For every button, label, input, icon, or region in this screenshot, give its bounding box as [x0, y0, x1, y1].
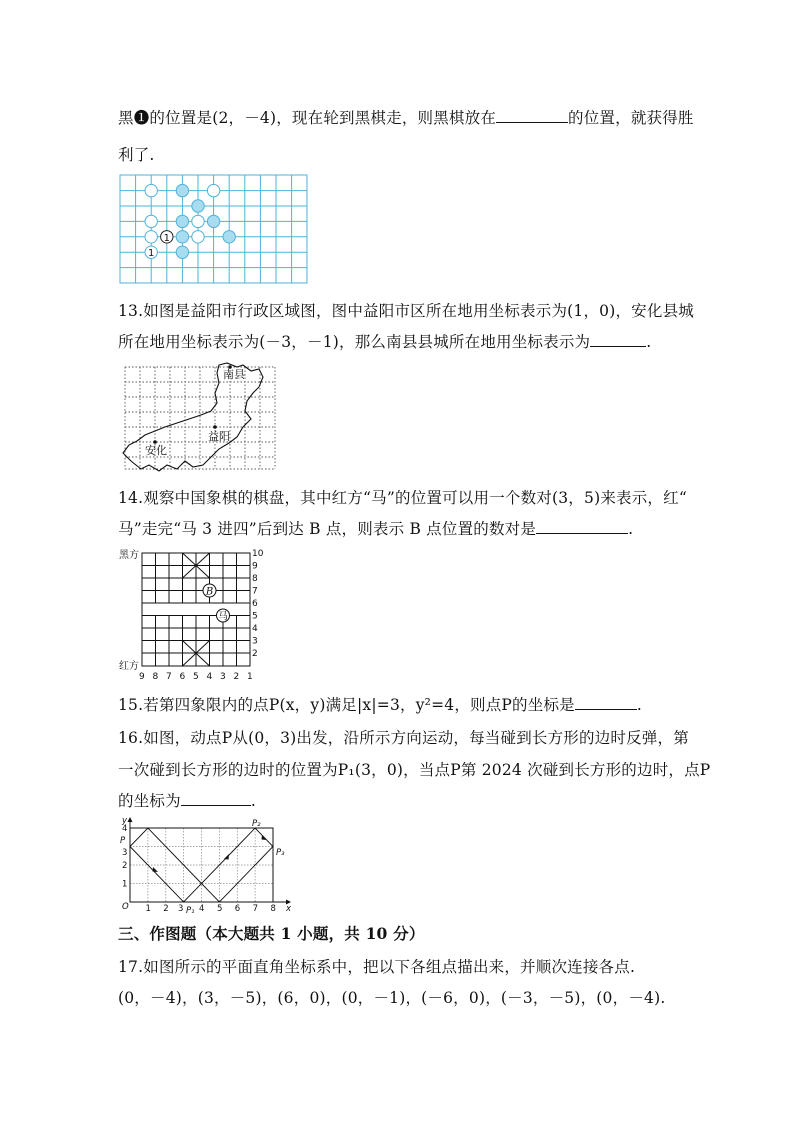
y-tick: 1 — [122, 879, 128, 890]
black-side-label: 黑方 — [119, 550, 139, 561]
right-number: 8 — [252, 574, 258, 584]
q12-text-b: 的位置，就获得胜 — [568, 109, 694, 127]
label-p3: P₃ — [276, 848, 285, 858]
x-tick: 7 — [252, 904, 259, 914]
yiyang-label: 益阳 — [208, 430, 230, 443]
right-number: 9 — [252, 561, 258, 572]
x-tick: 3 — [178, 904, 184, 914]
bottom-number: 4 — [206, 672, 213, 682]
bottom-number: 9 — [139, 672, 145, 682]
right-number: 2 — [252, 649, 258, 659]
q13-end: . — [646, 333, 652, 351]
right-number: 10 — [252, 549, 264, 559]
nanxian-label: 南县 — [223, 368, 245, 381]
right-number: 5 — [252, 611, 258, 622]
go-board-figure — [119, 174, 309, 286]
x-tick: 6 — [234, 904, 241, 914]
q15-line-1 — [118, 693, 642, 715]
q15-text: 15.若第四象限内的点P(x，y)满足|x|=3，y²=4，则点P的坐标是 — [118, 696, 575, 714]
q12-line-1 — [118, 106, 694, 128]
q12-text-a: 黑❶的位置是(2，－4)，现在轮到黑棋走，则黑棋放在 — [118, 109, 497, 127]
q16-line-3 — [118, 789, 256, 811]
x-tick: 5 — [217, 904, 223, 914]
q16-end: . — [250, 792, 256, 810]
black-stone-label: 1 — [163, 232, 170, 244]
black-stone — [223, 231, 235, 243]
direction-arrow-icon — [224, 854, 229, 860]
q16-line-2: 一次碰到长方形的边时的位置为P₁(3，0)，当点P第 2024 次碰到长方形的边时，点P — [118, 761, 711, 779]
right-number: 3 — [252, 636, 258, 647]
bottom-number: 7 — [166, 672, 172, 682]
bottom-number: 1 — [247, 672, 253, 682]
x-axis-label: x — [286, 904, 292, 914]
yiyang-point — [213, 425, 217, 429]
q15-answer-blank[interactable] — [575, 695, 637, 710]
white-stone-label: 1 — [148, 248, 155, 260]
direction-arrow-icon — [153, 867, 159, 872]
y-tick: 2 — [122, 861, 128, 871]
y-axis-arrow-icon — [128, 817, 133, 822]
q13-answer-blank[interactable] — [590, 332, 646, 347]
y-tick: 3 — [122, 848, 128, 858]
white-stone — [207, 184, 219, 196]
white-stone — [192, 231, 204, 243]
q16-answer-blank[interactable] — [181, 791, 251, 806]
white-stone — [145, 215, 157, 227]
q13-line-1: 13.如图是益阳市行政区域图，图中益阳市区所在地用坐标表示为(1，0)，安化县城 — [118, 302, 694, 320]
bottom-number: 6 — [179, 672, 186, 682]
x-tick: 4 — [199, 904, 205, 914]
section-3-heading: 三、作图题（本大题共 1 小题，共 10 分） — [118, 924, 425, 943]
x-tick: 1 — [145, 904, 151, 914]
white-stone — [145, 184, 157, 196]
black-stone — [207, 215, 219, 227]
q16-text: 的坐标为 — [118, 792, 181, 810]
chinese-chess-figure — [117, 548, 267, 683]
q14-line-2 — [118, 517, 633, 539]
bottom-number: 5 — [193, 672, 199, 682]
black-stone — [176, 246, 188, 258]
x-tick: 8 — [270, 904, 276, 914]
anhua-label: 安化 — [145, 444, 167, 457]
black-stone — [176, 215, 188, 227]
y-axis-label: y — [122, 816, 128, 826]
red-horse-label: 马 — [218, 611, 228, 623]
q14-end: . — [628, 520, 634, 538]
bottom-number: 2 — [233, 672, 240, 682]
red-side-label: 红方 — [119, 661, 139, 672]
label-p1: P₁ — [186, 906, 195, 915]
white-stone — [145, 231, 157, 243]
reflection-graph-figure — [116, 815, 296, 915]
q13-line-2 — [118, 330, 651, 352]
q17-line-1: 17.如图所示的平面直角坐标系中，把以下各组点描出来，并顺次连接各点. — [118, 958, 636, 976]
bottom-number: 3 — [220, 672, 226, 682]
black-stone — [176, 184, 188, 196]
black-stone — [176, 231, 188, 243]
label-p2: P₂ — [252, 819, 261, 829]
right-number: 6 — [252, 599, 258, 609]
direction-arrow-icon — [262, 835, 268, 840]
point-b-label: B — [205, 586, 214, 598]
q17-line-2: (0，－4)，(3，－5)，(6，0)，(0，－1)，(－6，0)，(－3，－5)，(0，－4). — [118, 989, 666, 1007]
y-tick: 4 — [122, 824, 128, 834]
right-number: 4 — [252, 624, 258, 634]
yiyang-map-figure — [119, 361, 279, 473]
right-number: 7 — [252, 586, 258, 597]
q12-line-2: 利了. — [118, 146, 155, 164]
black-stone — [192, 200, 204, 212]
q12-answer-blank[interactable] — [496, 108, 568, 123]
white-stone — [192, 215, 204, 227]
q15-end: . — [636, 696, 642, 714]
q16-line-1: 16.如图，动点P从(0，3)出发，沿所示方向运动，每当碰到长方形的边时反弹，第 — [118, 729, 689, 747]
q14-line-1: 14.观察中国象棋的棋盘，其中红方“马”的位置可以用一个数对(3，5)来表示，红“ — [118, 489, 687, 507]
x-tick: 2 — [163, 904, 169, 914]
q13-text: 所在地用坐标表示为(－3，－1)，那么南县县城所在地用坐标表示为 — [118, 333, 591, 351]
origin-label: O — [122, 902, 129, 912]
q14-text: 马”走完“马 3 进四”后到达 B 点，则表示 B 点位置的数对是 — [118, 520, 537, 538]
label-p: P — [120, 836, 126, 846]
bottom-number: 8 — [152, 672, 159, 682]
q14-answer-blank[interactable] — [536, 519, 628, 534]
